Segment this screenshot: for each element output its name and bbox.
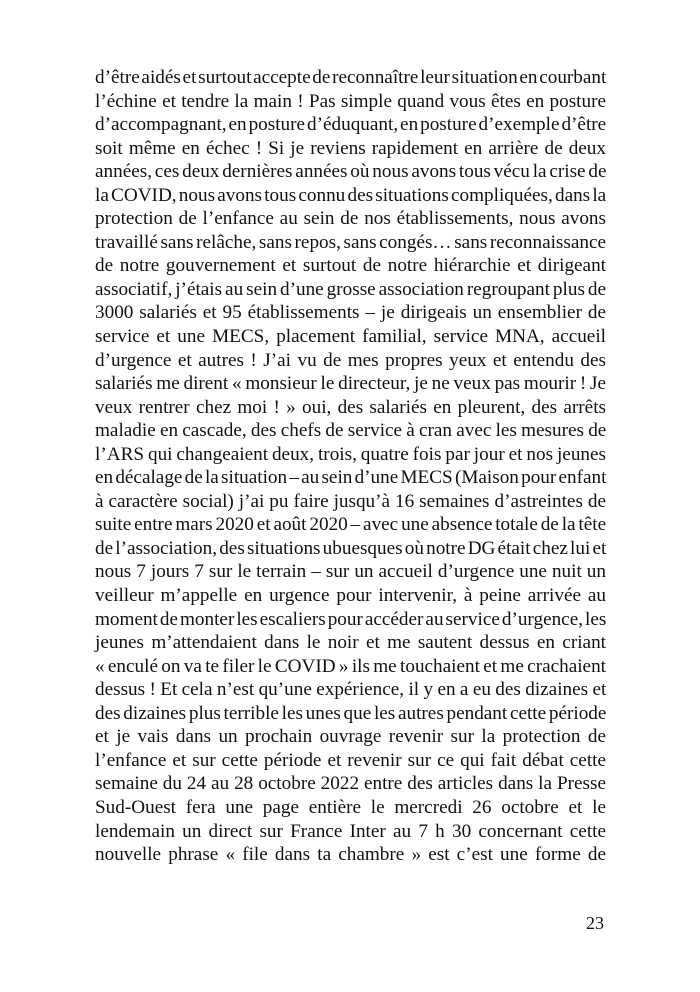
text-line-content: de notre gouvernement et surtout de notre hiérarchie et dirigeant bbox=[95, 255, 606, 277]
text-line-content: suite entre mars 2020 et août 2020 – avec une absence totale de la tête bbox=[95, 514, 607, 536]
text-line-content: d’urgence et autres ! J’ai vu de mes propres yeux et entendu des bbox=[95, 349, 606, 371]
text-line bbox=[95, 66, 606, 90]
text-line bbox=[95, 160, 606, 184]
text-line-content: « enculé on va te filer le COVID » ils me touchaient et me crachaient bbox=[95, 655, 606, 677]
text-line-content: des dizaines plus terrible les unes que les autres pendant cette période bbox=[95, 702, 607, 724]
text-line bbox=[95, 90, 606, 114]
text-line bbox=[95, 702, 606, 726]
text-line bbox=[95, 396, 606, 420]
text-line-content: de l’association, des situations ubuesques où notre DG était chez lui et bbox=[95, 537, 607, 559]
text-line-content: lendemain un direct sur France Inter au 7 h 30 concernant cette bbox=[95, 820, 606, 842]
text-line-content: d’accompagnant, en posture d’éduquant, en posture d’exemple d’être bbox=[95, 114, 607, 136]
text-line-content: soit même en échec ! Si je reviens rapidement en arrière de deux bbox=[95, 137, 606, 159]
text-line bbox=[95, 749, 606, 773]
text-line bbox=[95, 725, 606, 749]
text-line-content: veux rentrer chez moi ! » oui, des salariés en pleurent, des arrêts bbox=[95, 396, 606, 418]
text-line bbox=[95, 513, 606, 537]
text-line-content: l’enfance et sur cette période et revenir sur ce qui fait débat cette bbox=[95, 749, 606, 771]
text-line-content: travaillé sans relâche, sans repos, sans congés… sans reconnaissance bbox=[95, 231, 606, 253]
text-line bbox=[95, 372, 606, 396]
text-line bbox=[95, 796, 606, 820]
text-line bbox=[95, 443, 606, 467]
text-line bbox=[95, 678, 606, 702]
text-line-content: la COVID, nous avons tous connu des situations compliquées, dans la bbox=[95, 184, 607, 206]
text-line-content: veilleur m’appelle en urgence pour intervenir, à peine arrivée au bbox=[95, 585, 606, 607]
text-line-content: nouvelle phrase « file dans ta chambre » est c’est une forme de bbox=[95, 844, 606, 866]
text-line bbox=[95, 820, 606, 844]
text-line bbox=[95, 325, 606, 349]
text-line-content: l’échine et tendre la main ! Pas simple quand vous êtes en posture bbox=[95, 90, 606, 112]
text-line-content: et je vais dans un prochain ouvrage revenir sur la protection de bbox=[95, 726, 606, 748]
text-line bbox=[95, 254, 606, 278]
text-line-content: moment de monter les escaliers pour accéder au service d’urgence, les bbox=[95, 608, 607, 630]
text-line-content: service et une MECS, placement familial, service MNA, accueil bbox=[95, 326, 606, 348]
text-line bbox=[95, 113, 606, 137]
text-line bbox=[95, 419, 606, 443]
text-line-content: Sud-Ouest fera une page entière le mercredi 26 octobre et le bbox=[95, 796, 606, 818]
text-line bbox=[95, 655, 606, 679]
text-line bbox=[95, 207, 606, 231]
text-line bbox=[95, 490, 606, 514]
text-line-content: en décalage de la situation – au sein d’une MECS (Maison pour enfant bbox=[95, 467, 607, 489]
text-line bbox=[95, 631, 606, 655]
text-line bbox=[95, 231, 606, 255]
text-line-content: d’être aidés et surtout accepte de reconnaître leur situation en courbant bbox=[95, 67, 607, 88]
text-line bbox=[95, 184, 606, 208]
text-line-content: jeunes m’attendaient dans le noir et me sautent dessus en criant bbox=[95, 632, 606, 654]
page-number: 23 bbox=[586, 913, 604, 933]
text-line-content: semaine du 24 au 28 octobre 2022 entre des articles dans la Presse bbox=[95, 773, 606, 795]
text-line bbox=[95, 278, 606, 302]
text-line-content: maladie en cascade, des chefs de service à cran avec les mesures de bbox=[95, 420, 607, 442]
text-line-content: 3000 salariés et 95 établissements – je dirigeais un ensemblier de bbox=[95, 302, 606, 324]
body-paragraph bbox=[95, 66, 606, 867]
text-line-content: salariés me dirent « monsieur le directeur, je ne veux pas mourir ! Je bbox=[95, 373, 606, 395]
text-line bbox=[95, 349, 606, 373]
text-line-content: années, ces deux dernières années où nous avons tous vécu la crise de bbox=[95, 161, 607, 183]
text-line bbox=[95, 137, 606, 161]
text-line-content: associatif, j’étais au sein d’une grosse association regroupant plus de bbox=[95, 278, 606, 300]
text-line bbox=[95, 772, 606, 796]
text-line bbox=[95, 466, 606, 490]
text-line bbox=[95, 537, 606, 561]
text-line-content: nous 7 jours 7 sur le terrain – sur un accueil d’urgence une nuit un bbox=[95, 561, 606, 583]
text-line bbox=[95, 301, 606, 325]
text-line-content: protection de l’enfance au sein de nos établissements, nous avons bbox=[95, 208, 606, 230]
text-line bbox=[95, 843, 606, 867]
text-line bbox=[95, 560, 606, 584]
text-line-content: l’ARS qui changeaient deux, trois, quatre fois par jour et nos jeunes bbox=[95, 443, 606, 465]
text-line-content: à caractère social) j’ai pu faire jusqu’à 16 semaines d’astreintes de bbox=[95, 490, 606, 512]
text-line bbox=[95, 608, 606, 632]
text-line-content: dessus ! Et cela n’est qu’une expérience, il y en a eu des dizaines et bbox=[95, 679, 607, 701]
text-line bbox=[95, 584, 606, 608]
